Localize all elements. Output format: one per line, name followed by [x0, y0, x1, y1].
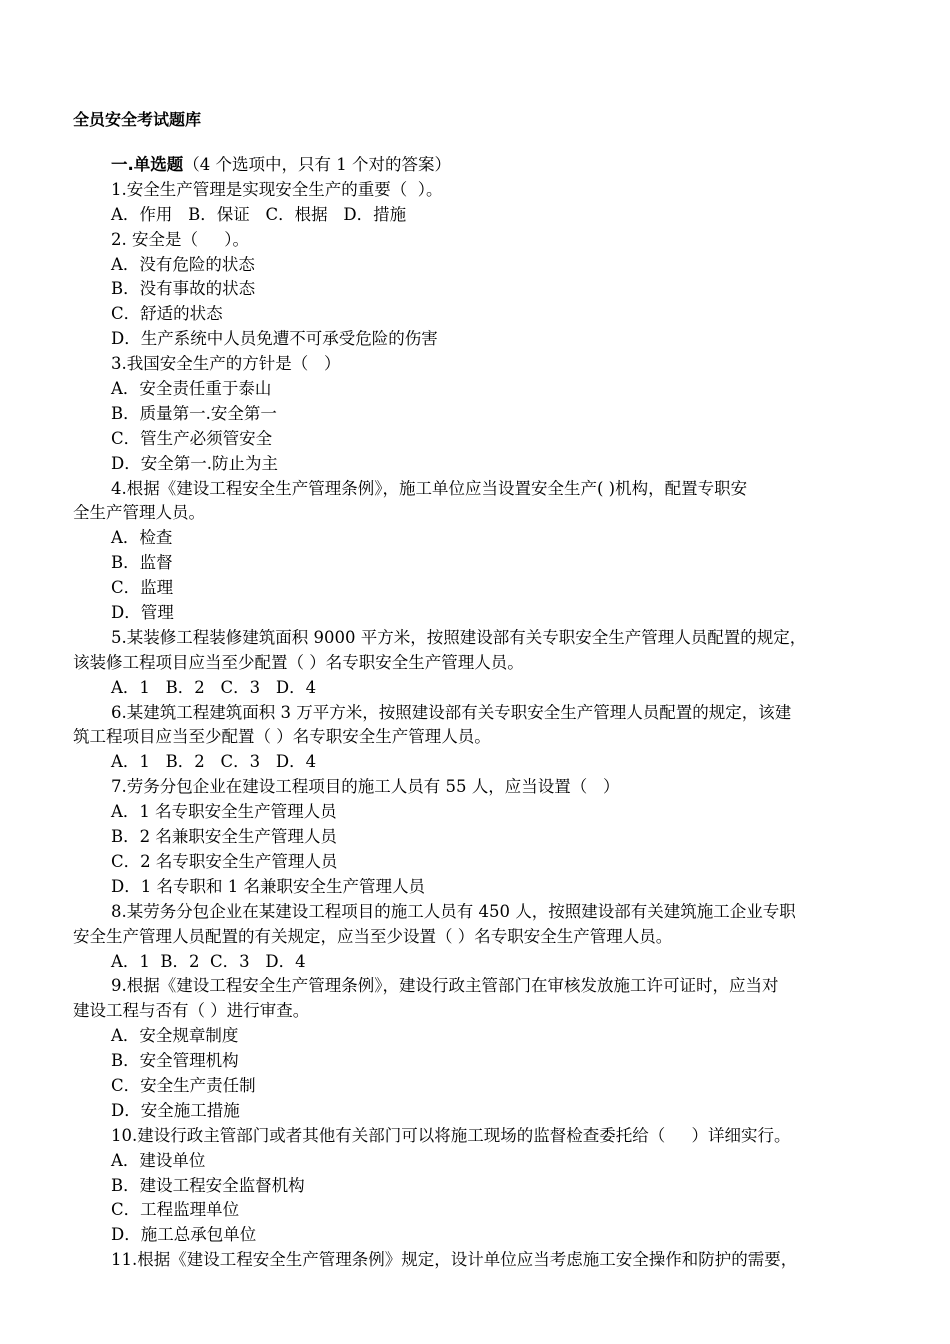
option-line: C．监理 [111, 578, 174, 598]
option-line: D．生产系统中人员免遭不可承受危险的伤害 [111, 329, 438, 349]
question-line-continued: 安全生产管理人员配置的有关规定，应当至少设置（ ）名专职安全生产管理人员。 [73, 926, 673, 946]
option-line: C．2 名专职安全生产管理人员 [111, 851, 338, 871]
option-line: A．1 B．2 C．3 D．4 [111, 951, 306, 971]
option-line: A．没有危险的状态 [111, 254, 255, 274]
option-line: D．安全第一.防止为主 [111, 453, 278, 473]
option-line: A．安全规章制度 [111, 1026, 239, 1046]
question-line: 9.根据《建设工程安全生产管理条例》，建设行政主管部门在审核发放施工许可证时，应当对 [111, 976, 779, 996]
option-line: B．质量第一.安全第一 [111, 403, 277, 423]
option-line: C．安全生产责任制 [111, 1075, 256, 1095]
option-line: A．安全责任重于泰山 [111, 379, 272, 399]
question-list [73, 153, 891, 1273]
option-line: B．建设工程安全监督机构 [111, 1175, 305, 1195]
question-line: 3.我国安全生产的方针是（ ） [111, 354, 341, 374]
option-line: A．检查 [111, 528, 173, 548]
section-heading [73, 153, 891, 178]
question-line-continued: 筑工程项目应当至少配置（ ）名专职安全生产管理人员。 [73, 727, 491, 747]
option-line: C．管生产必须管安全 [111, 428, 273, 448]
question-line: 5.某装修工程装修建筑面积 9000 平方米，按照建设部有关专职安全生产管理人员配置的规定， [111, 627, 807, 647]
section-note: （4 个选项中，只有 1 个对的答案） [183, 155, 452, 174]
option-line: A．建设单位 [111, 1150, 206, 1170]
option-line: D．1 名专职和 1 名兼职安全生产管理人员 [111, 876, 425, 896]
question-line: 4.根据《建设工程安全生产管理条例》，施工单位应当设置安全生产( )机构，配置专职安 [111, 478, 748, 498]
question-line-continued: 该装修工程项目应当至少配置（ ）名专职安全生产管理人员。 [73, 652, 524, 672]
option-line: A．1 B．2 C．3 D．4 [111, 677, 317, 697]
question-line-continued: 全生产管理人员。 [73, 503, 205, 523]
option-line: C．工程监理单位 [111, 1200, 240, 1220]
question-line: 6.某建筑工程建筑面积 3 万平方米，按照建设部有关专职安全生产管理人员配置的规定，该建 [111, 702, 792, 722]
question-line: 7.劳务分包企业在建设工程项目的施工人员有 55 人，应当设置（ ） [111, 777, 620, 797]
question-line: 8.某劳务分包企业在某建设工程项目的施工人员有 450 人，按照建设部有关建筑施工企业专职 [111, 901, 796, 921]
option-line: A．1 B．2 C．3 D．4 [111, 752, 317, 772]
option-line: B．2 名兼职安全生产管理人员 [111, 827, 337, 847]
question-line: 2. 安全是（ ）。 [111, 229, 249, 249]
option-line: B．没有事故的状态 [111, 279, 256, 299]
option-line: D．安全施工措施 [111, 1100, 240, 1120]
option-line: A．1 名专职安全生产管理人员 [111, 802, 337, 822]
question-line-continued: 建设工程与否有（ ）进行审查。 [73, 1001, 310, 1021]
question-line: 11.根据《建设工程安全生产管理条例》规定，设计单位应当考虑施工安全操作和防护的需要， [111, 1250, 798, 1270]
question-line: 1.安全生产管理是实现安全生产的重要（ ）。 [111, 179, 443, 199]
option-line: A．作用 B．保证 C．根据 D．措施 [111, 204, 407, 224]
section-head-label: 一.单选题 [111, 155, 184, 174]
option-line: C．舒适的状态 [111, 304, 223, 324]
option-line: D．管理 [111, 603, 174, 623]
option-line: B．安全管理机构 [111, 1051, 239, 1071]
question-line: 10.建设行政主管部门或者其他有关部门可以将施工现场的监督检查委托给（ ）详细实行。 [111, 1125, 791, 1145]
option-line: B．监督 [111, 553, 173, 573]
option-line: D．施工总承包单位 [111, 1225, 257, 1245]
document-title: 全员安全考试题库 [73, 110, 202, 129]
